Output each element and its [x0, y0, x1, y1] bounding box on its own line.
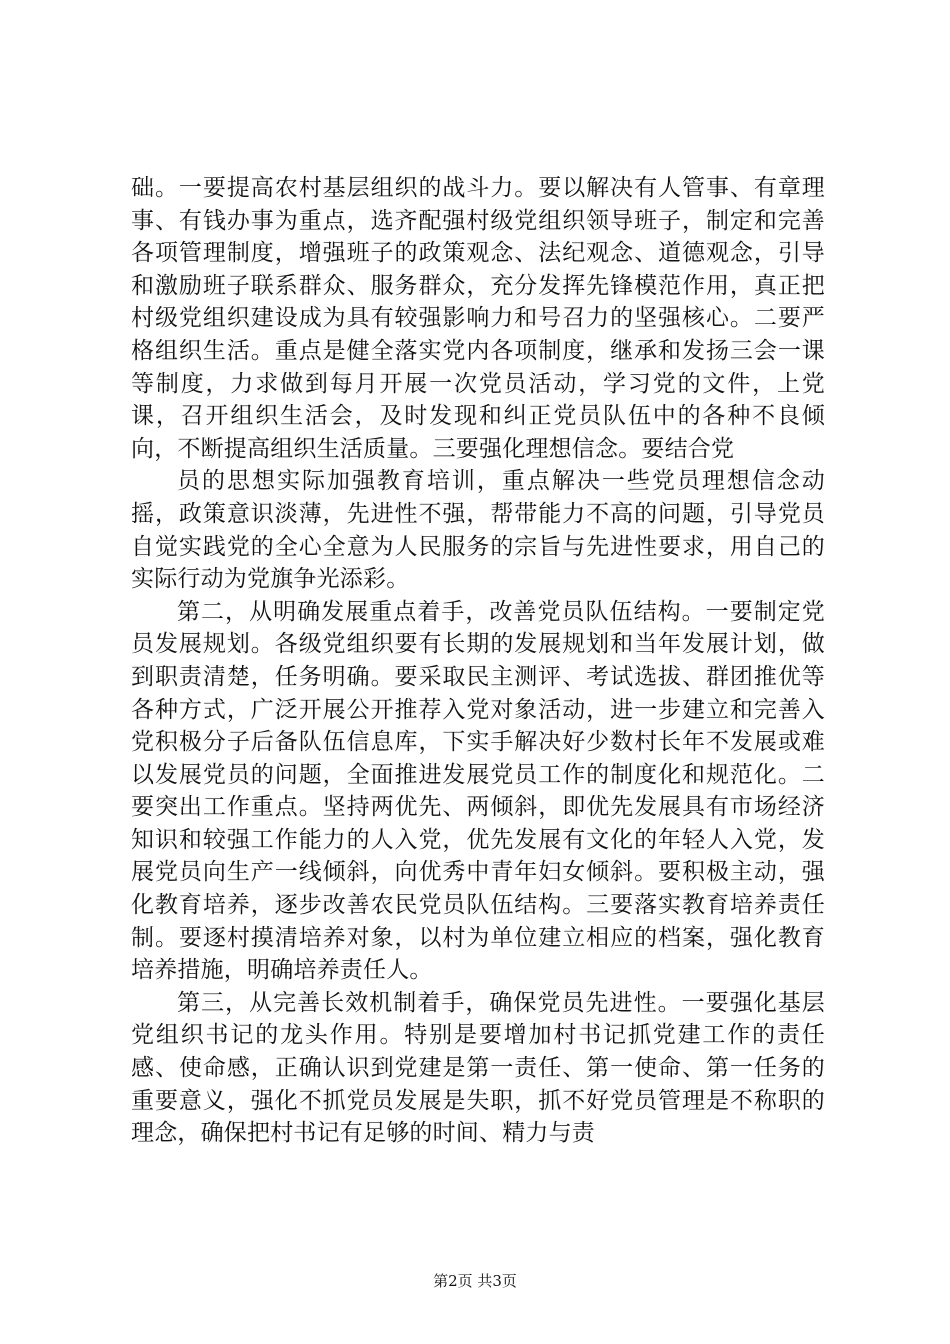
- paragraph-4: 第三，从完善长效机制着手，确保党员先进性。一要强化基层党组织书记的龙头作用。特别是要增加村书记抓党建工作的责任感、使命感，正确认识到党建是第一责任、第一使命、第一任务的重要意义，强化不抓党员发展是失职，抓不好党员管理是不称职的理念，确保把村书记有足够的时间、精力与责: [131, 989, 825, 1147]
- paragraph-2: 员的思想实际加强教育培训，重点解决一些党员理想信念动摇，政策意识淡薄，先进性不强，帮带能力不高的问题，引导党员自觉实践党的全心全意为人民服务的宗旨与先进性要求，用自己的实际行动为党旗争光添彩。: [131, 468, 825, 593]
- document-body: [131, 172, 825, 1150]
- page-number-footer: 第2页 共3页: [433, 1272, 517, 1290]
- paragraph-1: 础。一要提高农村基层组织的战斗力。要以解决有人管事、有章理事、有钱办事为重点，选齐配强村级党组织领导班子，制定和完善各项管理制度，增强班子的政策观念、法纪观念、道德观念，引导和激励班子联系群众、服务群众，充分发挥先锋模范作用，真正把村级党组织建设成为具有较强影响力和号召力的坚强核心。二要严格组织生活。重点是健全落实党内各项制度，继承和发扬三会一课等制度，力求做到每月开展一次党员活动，学习党的文件，上党课，召开组织生活会，及时发现和纠正党员队伍中的各种不良倾向，不断提高组织生活质量。三要强化理想信念。要结合党: [131, 175, 825, 462]
- paragraph-3: 第二，从明确发展重点着手，改善党员队伍结构。一要制定党员发展规划。各级党组织要有长期的发展规划和当年发展计划，做到职责清楚，任务明确。要采取民主测评、考试选拔、群团推优等各种方式，广泛开展公开推荐入党对象活动，进一步建立和完善入党积极分子后备队伍信息库，下实手解决好少数村长年不发展或难以发展党员的问题，全面推进发展党员工作的制度化和规范化。二要突出工作重点。坚持两优先、两倾斜，即优先发展具有市场经济知识和较强工作能力的人入党，优先发展有文化的年轻人入党，发展党员向生产一线倾斜，向优秀中青年妇女倾斜。要积极主动，强化教育培养，逐步改善农民党员队伍结构。三要落实教育培养责任制。要逐村摸清培养对象，以村为单位建立相应的档案，强化教育培养措施，明确培养责任人。: [131, 598, 825, 984]
